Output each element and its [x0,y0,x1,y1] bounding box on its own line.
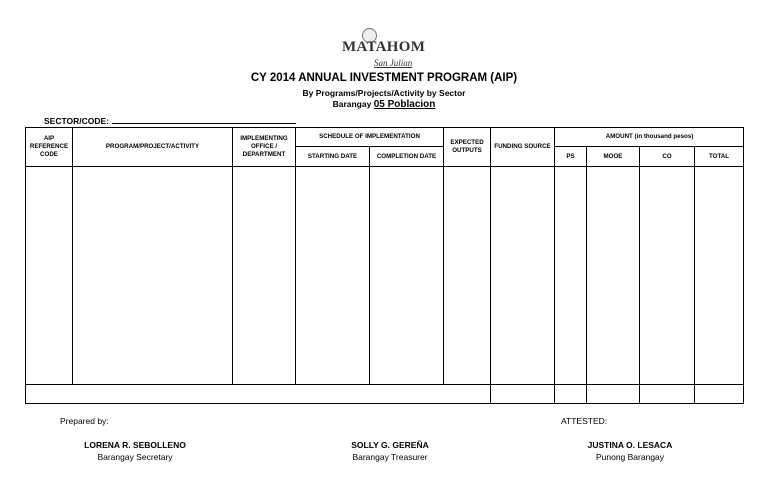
header-divider [25,166,744,167]
document-title: CY 2014 ANNUAL INVESTMENT PROGRAM (AIP) [250,72,518,84]
prepared-by-label: Prepared by: [60,416,109,426]
col-header-completion-date: COMPLETION DATE [376,152,437,160]
col-header-office: IMPLEMENTING OFFICE / DEPARTMENT [240,135,288,158]
col-divider-8 [586,146,587,404]
col-header-funding: FUNDING SOURCE [494,143,551,150]
table-border-left [25,127,26,404]
signatory-3-name: JUSTINA O. LESACA [587,440,673,450]
document-subtitle: By Programs/Projects/Activity by Sector [302,88,466,98]
aip-table [25,127,744,404]
col-header-aip-code: AIP REFERENCE CODE [29,135,69,158]
total-row-divider [25,384,744,385]
barangay-prefix: Barangay [332,99,372,109]
col-header-mooe: MOOE [603,152,623,160]
sector-label: SECTOR/CODE: [44,116,110,126]
municipal-logo [338,28,430,74]
table-border-right [743,127,744,404]
col-header-starting-date: STARTING DATE [307,152,358,160]
col-divider-9 [639,146,640,404]
col-header-schedule: SCHEDULE OF IMPLEMENTATION [319,133,420,140]
col-header-total: TOTAL [708,152,730,160]
logo-script: San Julian [374,58,413,68]
signatory-1-name: LORENA R. SEBOLLENO [84,440,186,450]
col-header-ps: PS [566,152,575,160]
sector-code-field [44,115,296,126]
attested-label: ATTESTED: [561,416,608,426]
sector-blank[interactable] [112,115,296,124]
col-divider-6 [490,127,491,404]
col-divider-7 [554,127,555,404]
logo-word: MATAHOM [342,39,426,55]
col-divider-10 [694,146,695,404]
barangay-name: 05 Poblacion [373,99,436,110]
barangay-line [0,99,768,110]
col-divider-4 [369,146,370,384]
signatory-3-title: Punong Barangay [595,452,665,462]
col-header-program: PROGRAM/PROJECT/ACTIVITY [105,143,200,150]
signatory-2-title: Barangay Treasurer [352,452,428,462]
col-header-co: CO [662,152,672,160]
signatory-2-name: SOLLY G. GEREÑA [351,440,429,450]
col-header-outputs: EXPECTED OUTPUTS [450,139,484,154]
table-border-bottom [25,403,744,404]
signatory-1-title: Barangay Secretary [97,452,173,462]
col-header-amount: AMOUNT (in thousand pesos) [605,133,694,140]
